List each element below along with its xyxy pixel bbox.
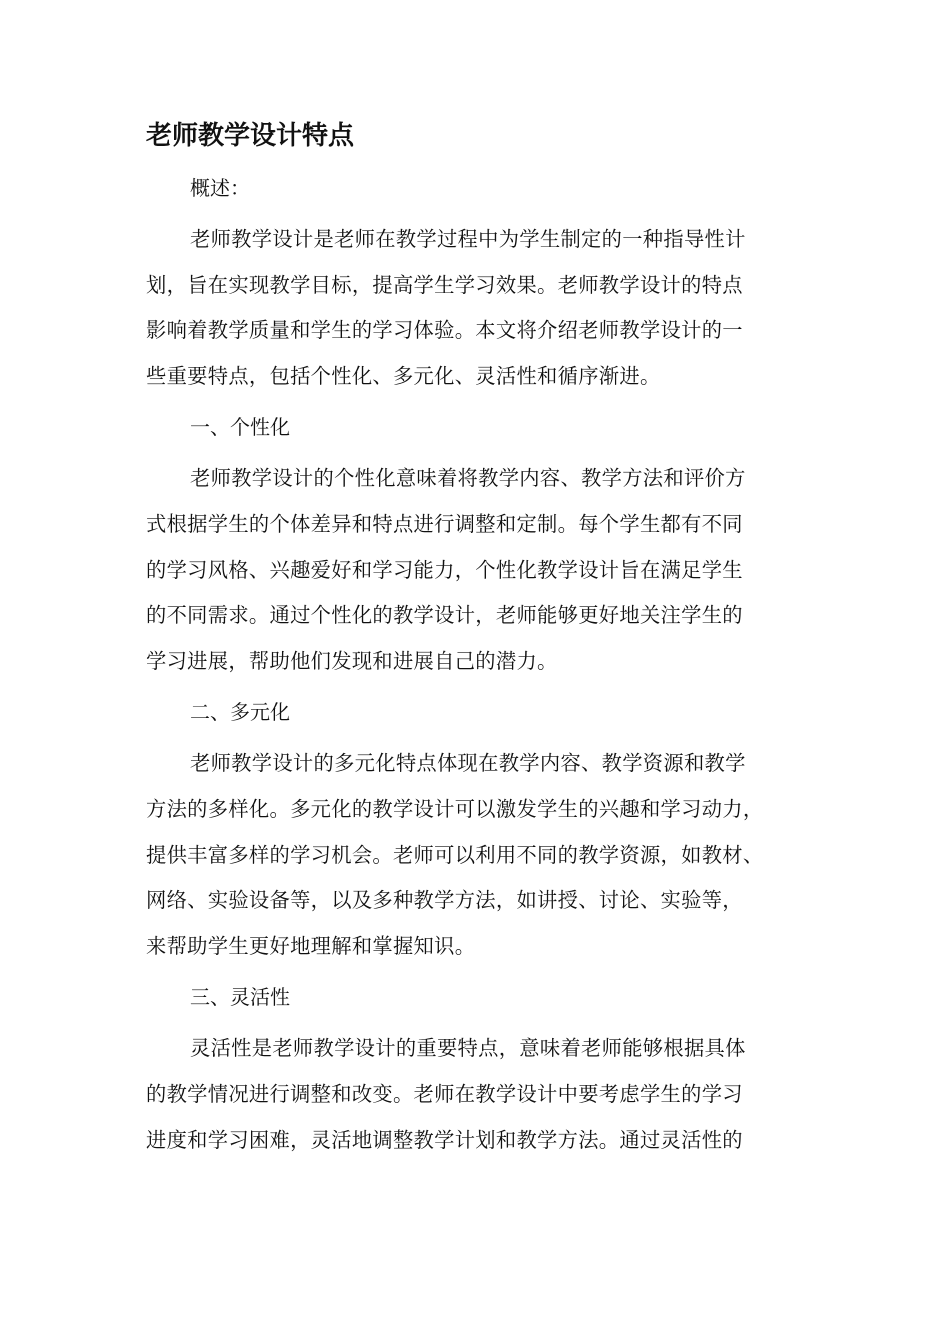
- paragraph-line: 灵活性是老师教学设计的重要特点，意味着老师能够根据具体: [190, 1036, 746, 1061]
- paragraph-line: 提供丰富多样的学习机会。老师可以利用不同的教学资源，如教材、: [146, 842, 764, 867]
- section-personalization: [146, 405, 806, 684]
- paragraph-line: 影响着教学质量和学生的学习体验。本文将介绍老师教学设计的一: [146, 318, 743, 343]
- paragraph-line: 老师教学设计是老师在教学过程中为学生制定的一种指导性计: [190, 227, 746, 251]
- paragraph-line: 式根据学生的个体差异和特点进行调整和定制。每个学生都有不同: [146, 511, 743, 536]
- paragraph-line: 网络、实验设备等，以及多种教学方法，如讲授、讨论、实验等，: [146, 888, 743, 913]
- paragraph-line: 的教学情况进行调整和改变。老师在教学设计中要考虑学生的学习: [146, 1081, 743, 1106]
- document-body: [146, 114, 806, 1169]
- section-paragraph: [146, 741, 806, 969]
- paragraph-line: 老师教学设计的多元化特点体现在教学内容、教学资源和教学: [190, 751, 746, 776]
- section-paragraph: [146, 1026, 806, 1163]
- section-paragraph: [146, 217, 806, 399]
- paragraph-line: 来帮助学生更好地理解和掌握知识。: [146, 933, 476, 958]
- paragraph-line: 划，旨在实现教学目标，提高学生学习效果。老师教学设计的特点: [146, 272, 743, 297]
- section-heading: 三、灵活性: [190, 985, 290, 1010]
- paragraph-line: 的不同需求。通过个性化的教学设计，老师能够更好地关注学生的: [146, 603, 743, 628]
- paragraph-line: 方法的多样化。多元化的教学设计可以激发学生的兴趣和学习动力，: [146, 796, 764, 821]
- section-flexibility: [146, 975, 806, 1163]
- paragraph-line: 进度和学习困难，灵活地调整教学计划和教学方法。通过灵活性的: [146, 1127, 743, 1152]
- section-paragraph: [146, 456, 806, 684]
- paragraph-line: 的学习风格、兴趣爱好和学习能力，个性化教学设计旨在满足学生: [146, 557, 743, 582]
- paragraph-line: 学习进展，帮助他们发现和进展自己的潜力。: [146, 648, 558, 673]
- paragraph-line: 些重要特点，包括个性化、多元化、灵活性和循序渐进。: [146, 363, 661, 388]
- section-heading: 概述：: [190, 176, 250, 200]
- section-overview: [146, 166, 806, 399]
- section-heading: 一、个性化: [190, 415, 290, 440]
- document-title: 老师教学设计特点: [146, 121, 355, 151]
- section-diversification: [146, 690, 806, 969]
- paragraph-line: 老师教学设计的个性化意味着将教学内容、教学方法和评价方: [190, 466, 746, 491]
- section-heading: 二、多元化: [190, 700, 290, 725]
